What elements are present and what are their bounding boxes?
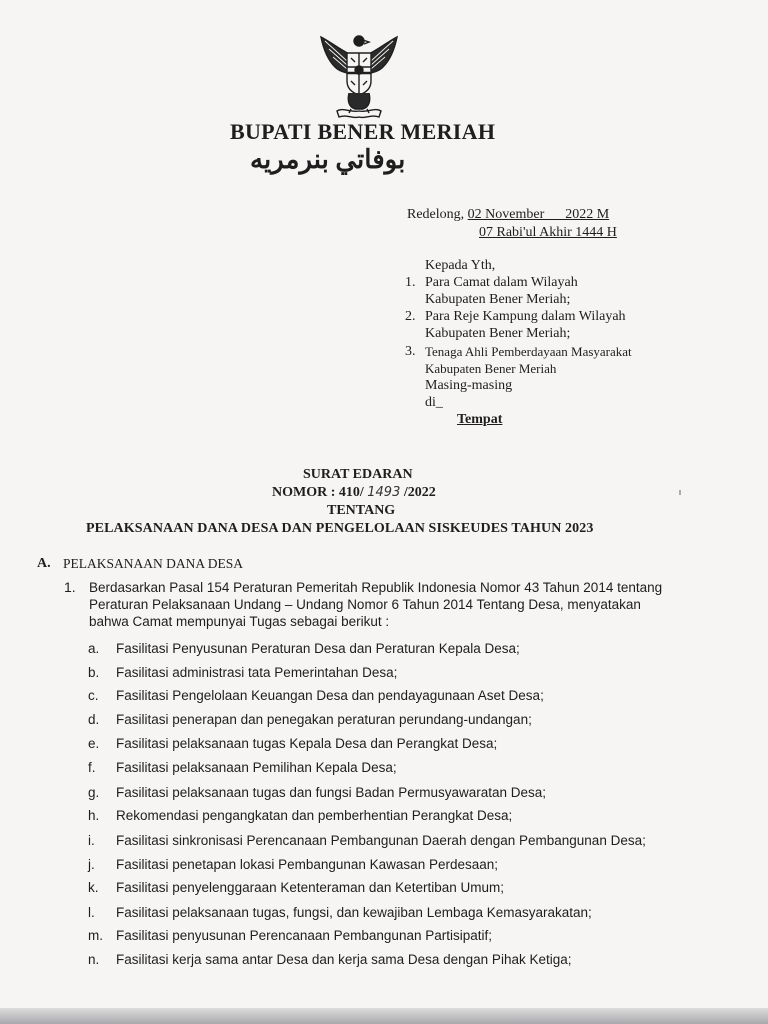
subject-line: PELAKSANAAN DANA DESA DAN PENGELOLAAN SISKEUDES TAHUN 2023: [86, 521, 594, 536]
list-item-text: Fasilitasi penyelenggaraan Ketenteraman dan Ketertiban Umum;: [116, 880, 504, 895]
list-item-text: Rekomendasi pengangkatan dan pemberhentian Perangkat Desa;: [116, 808, 513, 823]
list-item-letter: m.: [88, 928, 103, 943]
list-item-letter: l.: [88, 905, 95, 920]
section-a-letter: A.: [37, 556, 51, 571]
recipient-line: Tenaga Ahli Pemberdayaan Masyarakat: [425, 344, 632, 359]
kepada-label: Kepada Yth,: [425, 258, 496, 273]
list-item-text: Fasilitasi pelaksanaan Pemilihan Kepala Desa;: [116, 760, 397, 775]
point-num: 1.: [64, 579, 76, 595]
recipient-num: 3.: [405, 344, 416, 359]
garuda-emblem-icon: [313, 31, 405, 123]
tentang-label: TENTANG: [327, 503, 396, 518]
nomor-prefix: NOMOR : 410/: [272, 485, 364, 500]
recipient-line: Para Reje Kampung dalam Wilayah: [425, 309, 626, 324]
point-line: Berdasarkan Pasal 154 Peraturan Pemeritah Republik Indonesia Nomor 43 Tahun 2014 tentang: [89, 580, 663, 595]
point-line: Peraturan Pelaksanaan Undang – Undang Nomor 6 Tahun 2014 Tentang Desa, menyatakan: [89, 597, 641, 612]
nomor-line: [272, 485, 436, 501]
di-label: di_: [425, 395, 443, 410]
recipient-line: Kabupaten Bener Meriah: [425, 361, 557, 376]
masing-masing: Masing-masing: [425, 378, 513, 393]
list-item-text: Fasilitasi kerja sama antar Desa dan kerja sama Desa dengan Pihak Ketiga;: [116, 952, 572, 967]
list-item-text: Fasilitasi sinkronisasi Perencanaan Pembangunan Daerah dengan Pembangunan Desa;: [116, 833, 646, 848]
surat-label: SURAT EDARAN: [303, 467, 413, 482]
recipient-line: Kabupaten Bener Meriah;: [425, 326, 571, 341]
list-item-letter: c.: [88, 688, 99, 703]
list-item-text: Fasilitasi penyusunan Perencanaan Pembangunan Partisipatif;: [116, 928, 492, 943]
recipient-item: [405, 343, 632, 360]
point-line: bahwa Camat mempunyai Tugas sebagai berikut :: [89, 614, 390, 629]
list-item-letter: j.: [88, 857, 95, 872]
recipient-num: 2.: [405, 309, 416, 324]
nomor-suffix: /2022: [403, 485, 436, 500]
date-place: Redelong,: [407, 207, 465, 222]
list-item-text: Fasilitasi pelaksanaan tugas Kepala Desa dan Perangkat Desa;: [116, 736, 498, 751]
list-item-text: Fasilitasi penerapan dan penegakan peraturan perundang-undangan;: [116, 712, 532, 727]
tempat-label: Tempat: [457, 412, 503, 427]
list-item-text: Fasilitasi Pengelolaan Keuangan Desa dan pendayagunaan Aset Desa;: [116, 688, 544, 703]
scan-speck: [679, 490, 681, 495]
recipient-num: 1.: [405, 275, 416, 290]
date-block: [407, 206, 617, 242]
list-item-letter: b.: [88, 665, 100, 680]
list-item-letter: k.: [88, 880, 99, 895]
nomor-handwritten: 1493: [367, 485, 401, 500]
recipient-item: [405, 308, 626, 325]
date-gregorian: 02 November 2022 M: [467, 207, 610, 222]
list-item-text: Fasilitasi Penyusunan Peraturan Desa dan Peraturan Kepala Desa;: [116, 641, 520, 656]
list-item-letter: d.: [88, 712, 100, 727]
page-title-jawi: بوفاتي بنرمريه: [250, 145, 406, 174]
recipient-item: [405, 274, 578, 291]
list-item-letter: a.: [88, 641, 100, 656]
scan-bottom-edge: [0, 1008, 768, 1024]
recipient-line: Kabupaten Bener Meriah;: [425, 292, 571, 307]
list-item-text: Fasilitasi pelaksanaan tugas dan fungsi Badan Permusyawaratan Desa;: [116, 785, 547, 800]
list-item-text: Fasilitasi penetapan lokasi Pembangunan Kawasan Perdesaan;: [116, 857, 499, 872]
date-hijri: 07 Rabi'ul Akhir 1444 H: [479, 225, 617, 240]
recipient-line: Para Camat dalam Wilayah: [425, 275, 578, 290]
section-a-title: PELAKSANAAN DANA DESA: [63, 556, 244, 571]
list-item-text: Fasilitasi pelaksanaan tugas, fungsi, dan kewajiban Lembaga Kemasyarakatan;: [116, 905, 592, 920]
list-item-letter: f.: [88, 760, 96, 775]
list-item-text: Fasilitasi administrasi tata Pemerintahan Desa;: [116, 665, 398, 680]
list-item-letter: g.: [88, 785, 100, 800]
list-item-letter: n.: [88, 952, 100, 967]
page-title: BUPATI BENER MERIAH: [230, 119, 496, 144]
list-item-letter: i.: [88, 833, 95, 848]
list-item-letter: h.: [88, 808, 100, 823]
list-item-letter: e.: [88, 736, 100, 751]
